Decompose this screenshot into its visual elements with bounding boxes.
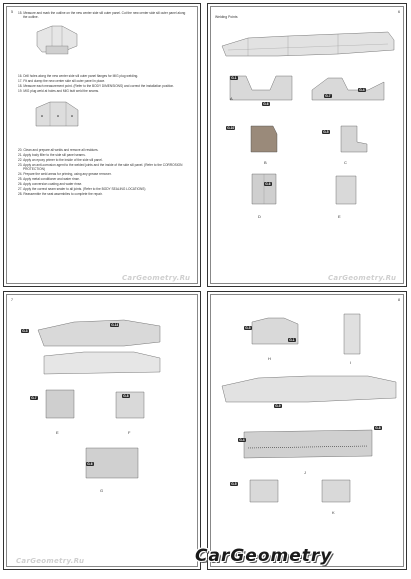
weld-callout: G-3 [22, 329, 28, 333]
weld-callout: G-6 [265, 182, 271, 186]
weld-callout: G-6 [87, 462, 93, 466]
page-watermark: CarGeometry.Ru [328, 274, 397, 282]
illustration-side-sill-overview [218, 24, 398, 64]
page-number: 6 [398, 10, 400, 14]
illustration-fig-k1 [244, 476, 284, 506]
weld-callout: G-5 [245, 326, 251, 330]
figure-label: A [230, 96, 233, 101]
illustration-sill-cut [32, 22, 82, 62]
manual-page-8 [207, 291, 407, 570]
figure-label: C [344, 160, 347, 165]
weld-callout: G-1 [231, 76, 237, 80]
figure-label: I [350, 360, 352, 365]
step-line: 24. Prepare the weld areas for priming, using any grease remover. [18, 172, 112, 176]
figure-label: B [264, 160, 267, 165]
illustration-fig-e [326, 170, 366, 210]
step-line: 25. Apply metal conditioner and water rinse. [18, 177, 80, 181]
step-line: 19. MIG plug weld at holes and MIG butt weld the seams. [18, 89, 99, 93]
step-line: 27. Apply the correct seam sealer to all joints. (Refer to the BODY SEALING LOCATIONS) [18, 187, 146, 191]
page-number: 8 [398, 298, 400, 302]
figure-label: K [332, 510, 335, 515]
site-watermark: CarGeometry [195, 546, 333, 566]
step-line: 26. Apply conversion coating and water rinse. [18, 182, 83, 186]
page-number: 5 [11, 10, 13, 14]
step-line: 15. Measure and mark the outline on the new center side sill outer panel. Cut the new center side sill outer panel along [18, 11, 186, 15]
illustration-detail-right [308, 70, 388, 106]
weld-callout: G-6 [263, 102, 269, 106]
step-line: 18. Measure each measurement point. (Refer to the BODY DIMENSIONS) and correct the installation position. [18, 84, 175, 88]
manual-page-5 [3, 3, 201, 287]
manual-page-7 [3, 291, 201, 570]
step-line: 17. Fit and clamp the new center side sill outer panel in place. [18, 79, 106, 83]
page-number: 7 [11, 298, 13, 302]
weld-callout: G-4 [239, 438, 245, 442]
weld-callout: G-5 [323, 130, 329, 134]
weld-callout: G-5 [231, 482, 237, 486]
step-line: 20. Clean and prepare all welds and remove all residues. [18, 148, 99, 152]
weld-callout: G-7 [31, 396, 37, 400]
figure-label: G [100, 488, 104, 493]
figure-label: H [268, 356, 271, 361]
figure-label: D [258, 214, 261, 219]
step-line: 16. Drill holes along the new center side sill outer panel flanges for MIG plug welding. [18, 74, 139, 78]
illustration-side-sill-overview [218, 368, 400, 408]
manual-page-6 [207, 3, 407, 287]
step-line: PROTECTION) [23, 167, 45, 171]
illustration-side-sill-exploded [34, 306, 164, 386]
weld-callout: G-8 [375, 426, 381, 430]
page-watermark: CarGeometry.Ru [122, 274, 191, 282]
section-title: Welding Points [215, 15, 238, 19]
weld-callout: G-10 [227, 126, 235, 130]
weld-callout: G-9 [275, 404, 281, 408]
illustration-fig-f [110, 386, 150, 422]
illustration-fig-e2 [40, 386, 80, 422]
illustration-fig-d [246, 170, 286, 210]
illustration-fig-b-top [243, 122, 283, 156]
illustration-fig-k2 [316, 476, 356, 506]
figure-label: E [56, 430, 59, 435]
step-line: 28. Reassemble the seat assemblies to complete the repair. [18, 192, 103, 196]
page-watermark: CarGeometry.Ru [16, 557, 85, 565]
step-line: the outline. [23, 15, 39, 19]
illustration-fig-j [238, 422, 378, 466]
figure-label: E [338, 214, 341, 219]
illustration-fig-h [244, 312, 304, 360]
weld-callout: G-1 [289, 338, 295, 342]
weld-callout: G-4 [359, 88, 365, 92]
illustration-plug-weld [32, 96, 82, 136]
step-line: 23. Apply an anti-corrosion agent to the welded joints and the inside of the side sill panel. (Refer to the CORROSION [18, 163, 183, 167]
weld-callout: G-8 [123, 394, 129, 398]
step-line: 22. Apply an epoxy primer to the inside of the side sill panel. [18, 158, 103, 162]
illustration-fig-i [338, 310, 368, 358]
figure-label: J [304, 470, 306, 475]
illustration-fig-c [333, 122, 373, 156]
figure-label: F [128, 430, 131, 435]
weld-callout: G-14 [111, 323, 119, 327]
step-line: 21. Apply body filler to the side sill panel seams. [18, 153, 86, 157]
weld-callout: G-7 [325, 94, 331, 98]
